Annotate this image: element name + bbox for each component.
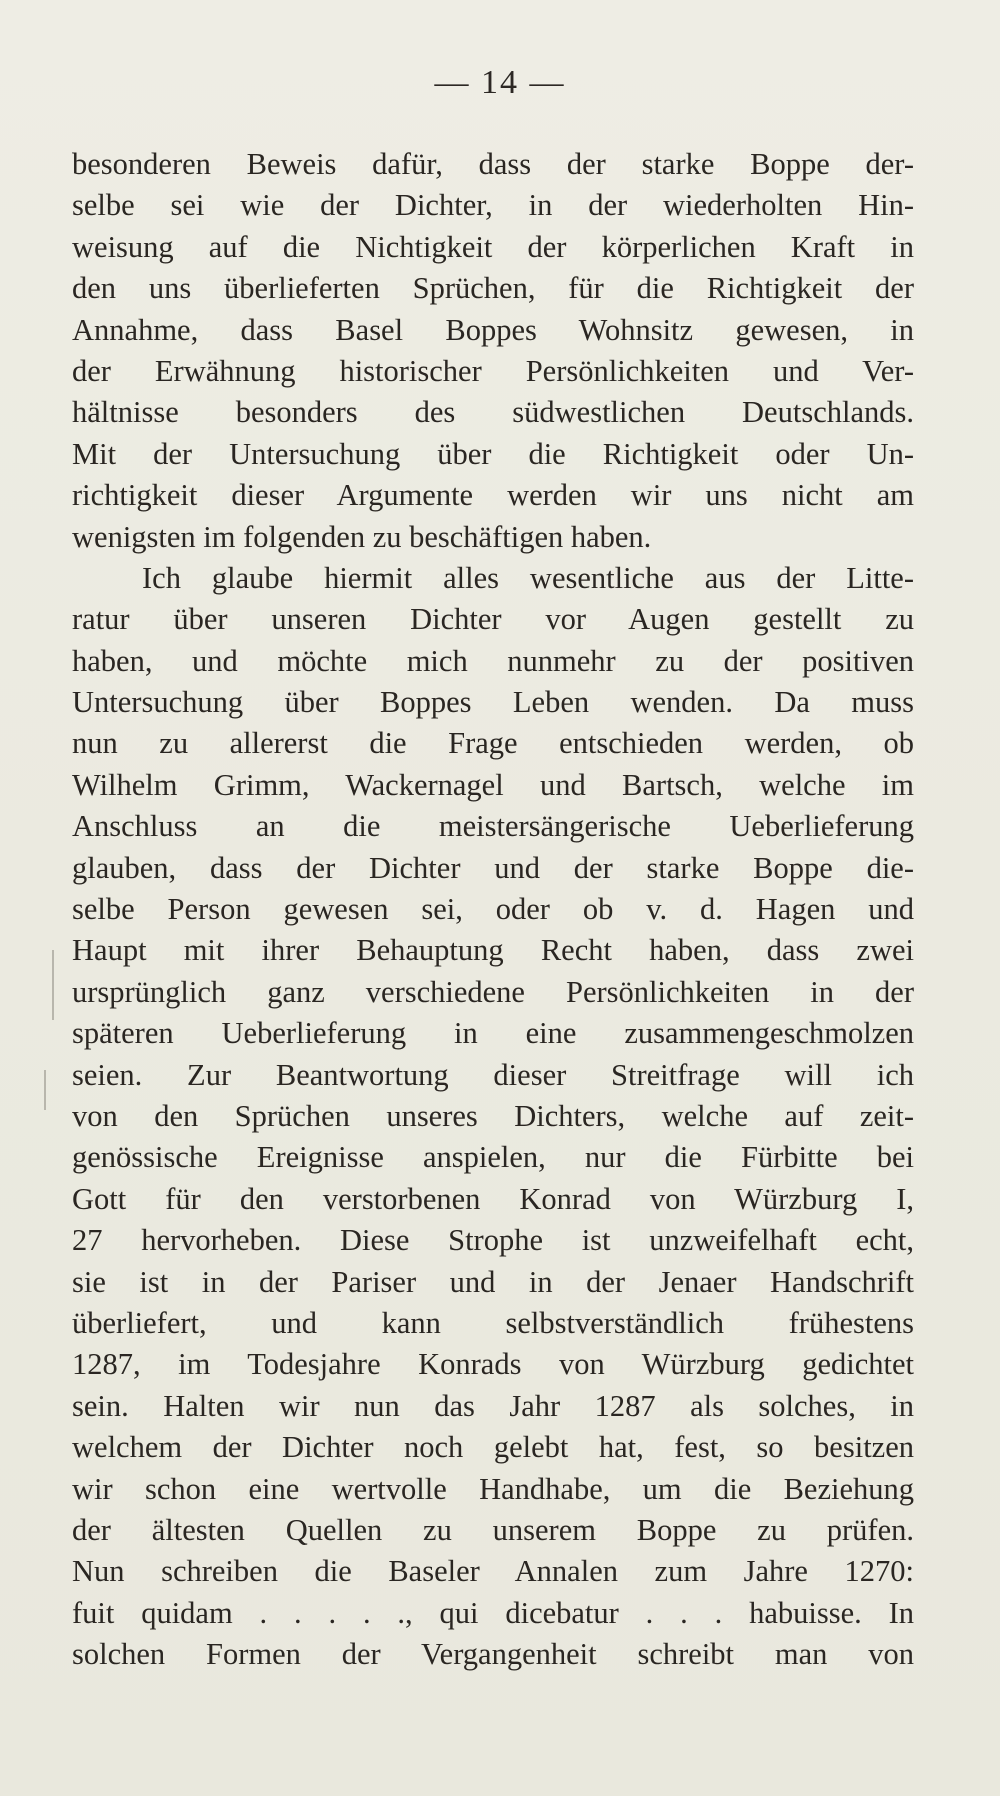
page-number: — 14 — xyxy=(434,64,566,101)
margin-pencil-mark xyxy=(52,950,54,1020)
text-line: 1287, im Todesjahre Konrads von Würzburg gedichtet xyxy=(72,1347,914,1382)
margin-pencil-mark xyxy=(44,1070,46,1110)
paragraph-1 xyxy=(72,144,914,558)
text-line: selbe Person gewesen sei, oder ob v. d. Hagen und xyxy=(72,892,914,927)
text-line: überliefert, und kann selbstverständlich frühestens xyxy=(72,1305,914,1340)
text-line: Annahme, dass Basel Boppes Wohnsitz gewesen, in xyxy=(72,312,914,347)
text-line: wenigsten im folgenden zu beschäftigen haben. xyxy=(72,519,652,554)
body-text xyxy=(72,144,914,1675)
text-line: Untersuchung über Boppes Leben wenden. Da muss xyxy=(72,685,914,720)
text-line: der ältesten Quellen zu unserem Boppe zu prüfen. xyxy=(72,1512,914,1547)
text-line: 27 hervorheben. Diese Strophe ist unzweifelhaft echt, xyxy=(72,1223,914,1258)
text-line: besonderen Beweis dafür, dass der starke Boppe der- xyxy=(72,147,914,181)
text-line: von den Sprüchen unseres Dichters, welche auf zeit- xyxy=(72,1098,914,1133)
text-line: Mit der Untersuchung über die Richtigkeit oder Un- xyxy=(72,436,914,471)
text-line: den uns überlieferten Sprüchen, für die Richtigkeit der xyxy=(72,271,914,306)
text-line: solchen Formen der Vergangenheit schreibt man von xyxy=(72,1637,914,1672)
text-line: Haupt mit ihrer Behauptung Recht haben, dass zwei xyxy=(72,933,914,968)
text-line: späteren Ueberlieferung in eine zusammengeschmolzen xyxy=(72,1016,914,1051)
paragraph-2 xyxy=(72,558,914,1676)
text-line: Wilhelm Grimm, Wackernagel und Bartsch, welche im xyxy=(72,767,914,802)
text-line: haben, und möchte mich nunmehr zu der positiven xyxy=(72,643,914,678)
text-line: ursprünglich ganz verschiedene Persönlichkeiten in der xyxy=(72,974,914,1009)
text-line: seien. Zur Beantwortung dieser Streitfrage will ich xyxy=(72,1057,914,1092)
text-line: ratur über unseren Dichter vor Augen gestellt zu xyxy=(72,602,914,637)
text-line: Nun schreiben die Baseler Annalen zum Jahre 1270: xyxy=(72,1554,914,1589)
text-line: Ich glaube hiermit alles wesentliche aus der Litte- xyxy=(142,560,914,595)
text-line: hältnisse besonders des südwestlichen Deutschlands. xyxy=(72,395,914,430)
text-line: richtigkeit dieser Argumente werden wir uns nicht am xyxy=(72,478,914,513)
text-line: weisung auf die Nichtigkeit der körperlichen Kraft in xyxy=(72,229,914,264)
text-line: nun zu allererst die Frage entschieden werden, ob xyxy=(72,726,914,761)
text-line: wir schon eine wertvolle Handhabe, um die Beziehung xyxy=(72,1471,914,1506)
text-line: fuit quidam . . . . ., qui dicebatur . . . habuisse. In xyxy=(72,1595,914,1630)
text-line: genössische Ereignisse anspielen, nur die Fürbitte bei xyxy=(72,1140,914,1175)
text-line: glauben, dass der Dichter und der starke Boppe die- xyxy=(72,850,914,885)
text-line: der Erwähnung historischer Persönlichkeiten und Ver- xyxy=(72,353,914,388)
text-line: selbe sei wie der Dichter, in der wiederholten Hin- xyxy=(72,188,914,223)
text-line: Gott für den verstorbenen Konrad von Würzburg I, xyxy=(72,1181,914,1216)
text-line: welchem der Dichter noch gelebt hat, fest, so besitzen xyxy=(72,1430,914,1465)
text-line: sie ist in der Pariser und in der Jenaer Handschrift xyxy=(72,1264,914,1299)
text-line: sein. Halten wir nun das Jahr 1287 als solches, in xyxy=(72,1388,914,1423)
text-line: Anschluss an die meistersängerische Ueberlieferung xyxy=(72,809,914,844)
